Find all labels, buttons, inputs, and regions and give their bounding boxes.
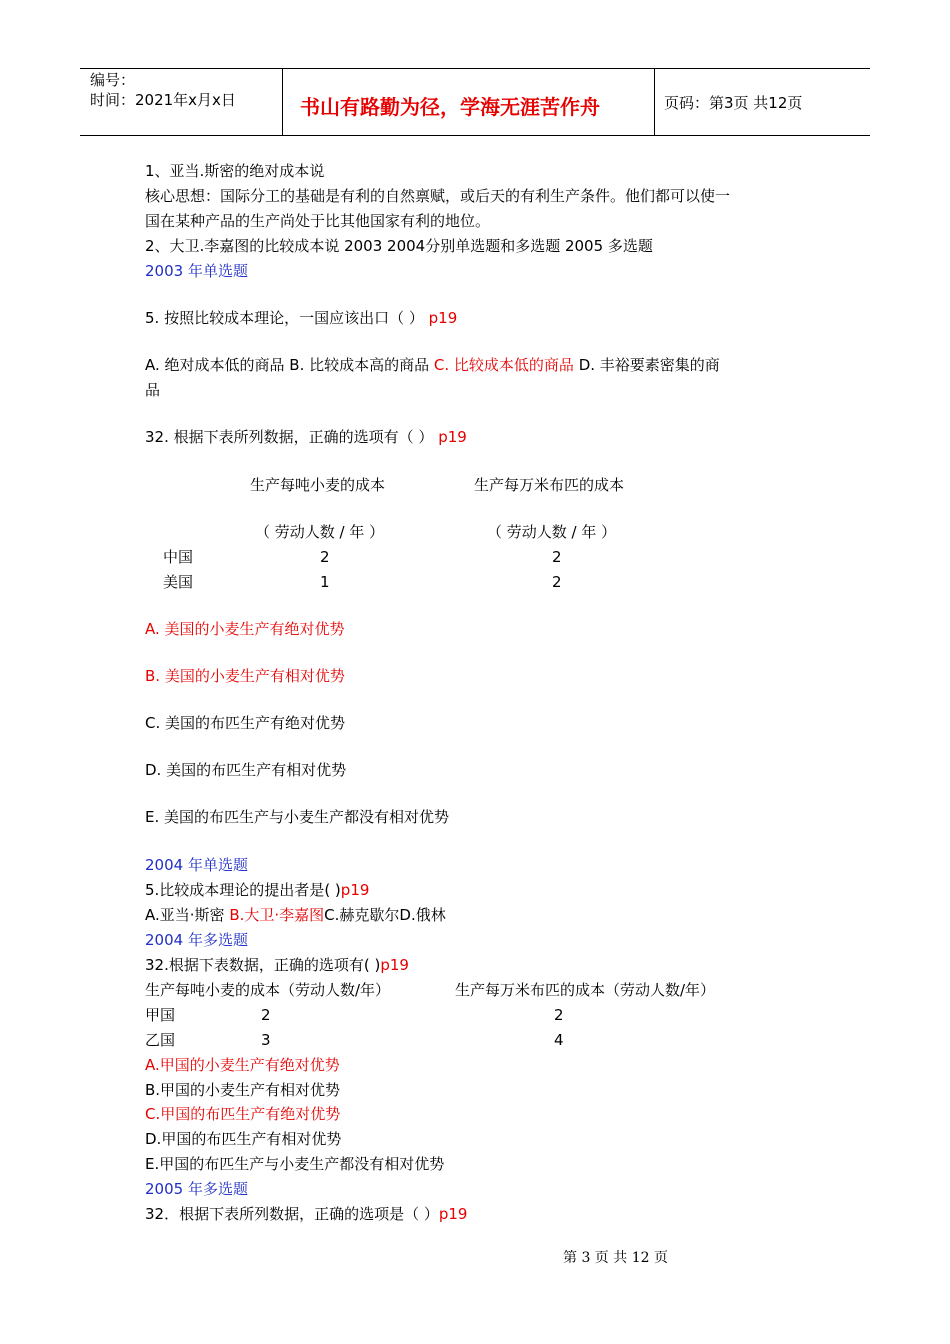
question-text: 32. 根据下表所列数据，正确的选项有（ ） — [145, 428, 434, 446]
question-32-2005 — [145, 1204, 467, 1224]
table1-header-wheat: 生产每吨小麦的成本 — [250, 476, 386, 494]
table2-row-b: 乙国 — [145, 1031, 176, 1049]
option2-c-answer: C.甲国的布匹生产有绝对优势 — [145, 1105, 341, 1123]
header-divider-right — [654, 68, 655, 136]
question-32-2004 — [145, 955, 409, 975]
header-time-label: 时间：2021年x月x日 — [90, 91, 236, 109]
section-2004-single: 2004 年单选题 — [145, 856, 248, 874]
table2-a-cloth: 2 — [554, 1006, 564, 1024]
table2-a-wheat: 2 — [261, 1006, 271, 1024]
section-2005-multi: 2005 年多选题 — [145, 1180, 248, 1198]
table1-unit-wheat: （ 劳动人数 / 年 ） — [255, 523, 385, 541]
page-ref: p19 — [380, 956, 409, 974]
option-d: D. 美国的布匹生产有相对优势 — [145, 761, 347, 779]
option-c-answer: C. 比较成本低的商品 — [433, 356, 574, 374]
line-core-idea-cont: 国在某种产品的生产尚处于比其他国家有利的地位。 — [145, 212, 491, 230]
table2-b-wheat: 3 — [261, 1031, 271, 1049]
option-a-answer: A. 美国的小麦生产有绝对优势 — [145, 620, 345, 638]
option2-d: D.甲国的布匹生产有相对优势 — [145, 1130, 342, 1148]
option-cd: C.赫克歇尔D.俄林 — [324, 906, 446, 924]
table1-china-cloth: 2 — [552, 548, 562, 566]
page-ref: p19 — [428, 309, 458, 327]
option-e: E. 美国的布匹生产与小麦生产都没有相对优势 — [145, 808, 450, 826]
option-a: A.亚当·斯密 — [145, 906, 225, 924]
header-number-label: 编号： — [90, 71, 136, 89]
table2-b-cloth: 4 — [554, 1031, 564, 1049]
question-text: 32.根据下表数据，正确的选项有( ) — [145, 956, 381, 974]
line-comparative-cost: 2、大卫.李嘉图的比较成本说 2003 2004分别单选题和多选题 2005 多选题 — [145, 237, 653, 255]
option2-e: E.甲国的布匹生产与小麦生产都没有相对优势 — [145, 1155, 445, 1173]
option-b-answer: B. 美国的小麦生产有相对优势 — [145, 667, 345, 685]
option-ab: A. 绝对成本低的商品 B. 比较成本高的商品 — [145, 356, 430, 374]
header-top-rule — [80, 68, 870, 69]
header-page-info: 页码：第3页 共12页 — [664, 94, 803, 112]
header-divider-left — [282, 68, 283, 136]
table1-unit-cloth: （ 劳动人数 / 年 ） — [487, 523, 617, 541]
question-text: 5. 按照比较成本理论，一国应该出口（ ） — [145, 309, 424, 327]
question-32-2003 — [145, 427, 467, 447]
option-d-cont: 品 — [145, 381, 161, 399]
line-core-idea: 核心思想：国际分工的基础是有利的自然禀赋，或后天的有利生产条件。他们都可以使一 — [145, 187, 731, 205]
option2-a-answer: A.甲国的小麦生产有绝对优势 — [145, 1056, 340, 1074]
header-motto: 书山有路勤为径，学海无涯苦作舟 — [300, 95, 600, 119]
section-2004-multi: 2004 年多选题 — [145, 931, 248, 949]
question-5-2004-options — [145, 905, 446, 925]
page-footer: 第 3 页 共 12 页 — [563, 1250, 668, 1266]
table2-header-wheat: 生产每吨小麦的成本（劳动人数/年） — [145, 981, 391, 999]
line-absolute-cost: 1、亚当.斯密的绝对成本说 — [145, 162, 325, 180]
question-5-options — [145, 355, 720, 375]
page-ref: p19 — [438, 1205, 468, 1223]
question-5-2004 — [145, 880, 369, 900]
section-2003-single: 2003 年单选题 — [145, 262, 248, 280]
option-c: C. 美国的布匹生产有绝对优势 — [145, 714, 346, 732]
table1-row-usa: 美国 — [163, 573, 194, 591]
table1-usa-cloth: 2 — [552, 573, 562, 591]
header-bottom-rule — [80, 135, 870, 136]
question-text: 32．根据下表所列数据，正确的选项是（ ） — [145, 1205, 439, 1223]
table2-header-cloth: 生产每万米布匹的成本（劳动人数/年） — [455, 981, 716, 999]
option-b-answer: B.大卫·李嘉图 — [229, 906, 325, 924]
question-5-2003 — [145, 308, 457, 328]
page-ref: p19 — [438, 428, 467, 446]
table1-header-cloth: 生产每万米布匹的成本 — [474, 476, 625, 494]
question-text: 5.比较成本理论的提出者是( ) — [145, 881, 341, 899]
page-ref: p19 — [340, 881, 370, 899]
table2-row-a: 甲国 — [145, 1006, 176, 1024]
table1-china-wheat: 2 — [320, 548, 330, 566]
table1-usa-wheat: 1 — [320, 573, 330, 591]
table1-row-china: 中国 — [163, 548, 194, 566]
option-d: D. 丰裕要素密集的商 — [578, 356, 720, 374]
option2-b: B.甲国的小麦生产有相对优势 — [145, 1081, 341, 1099]
